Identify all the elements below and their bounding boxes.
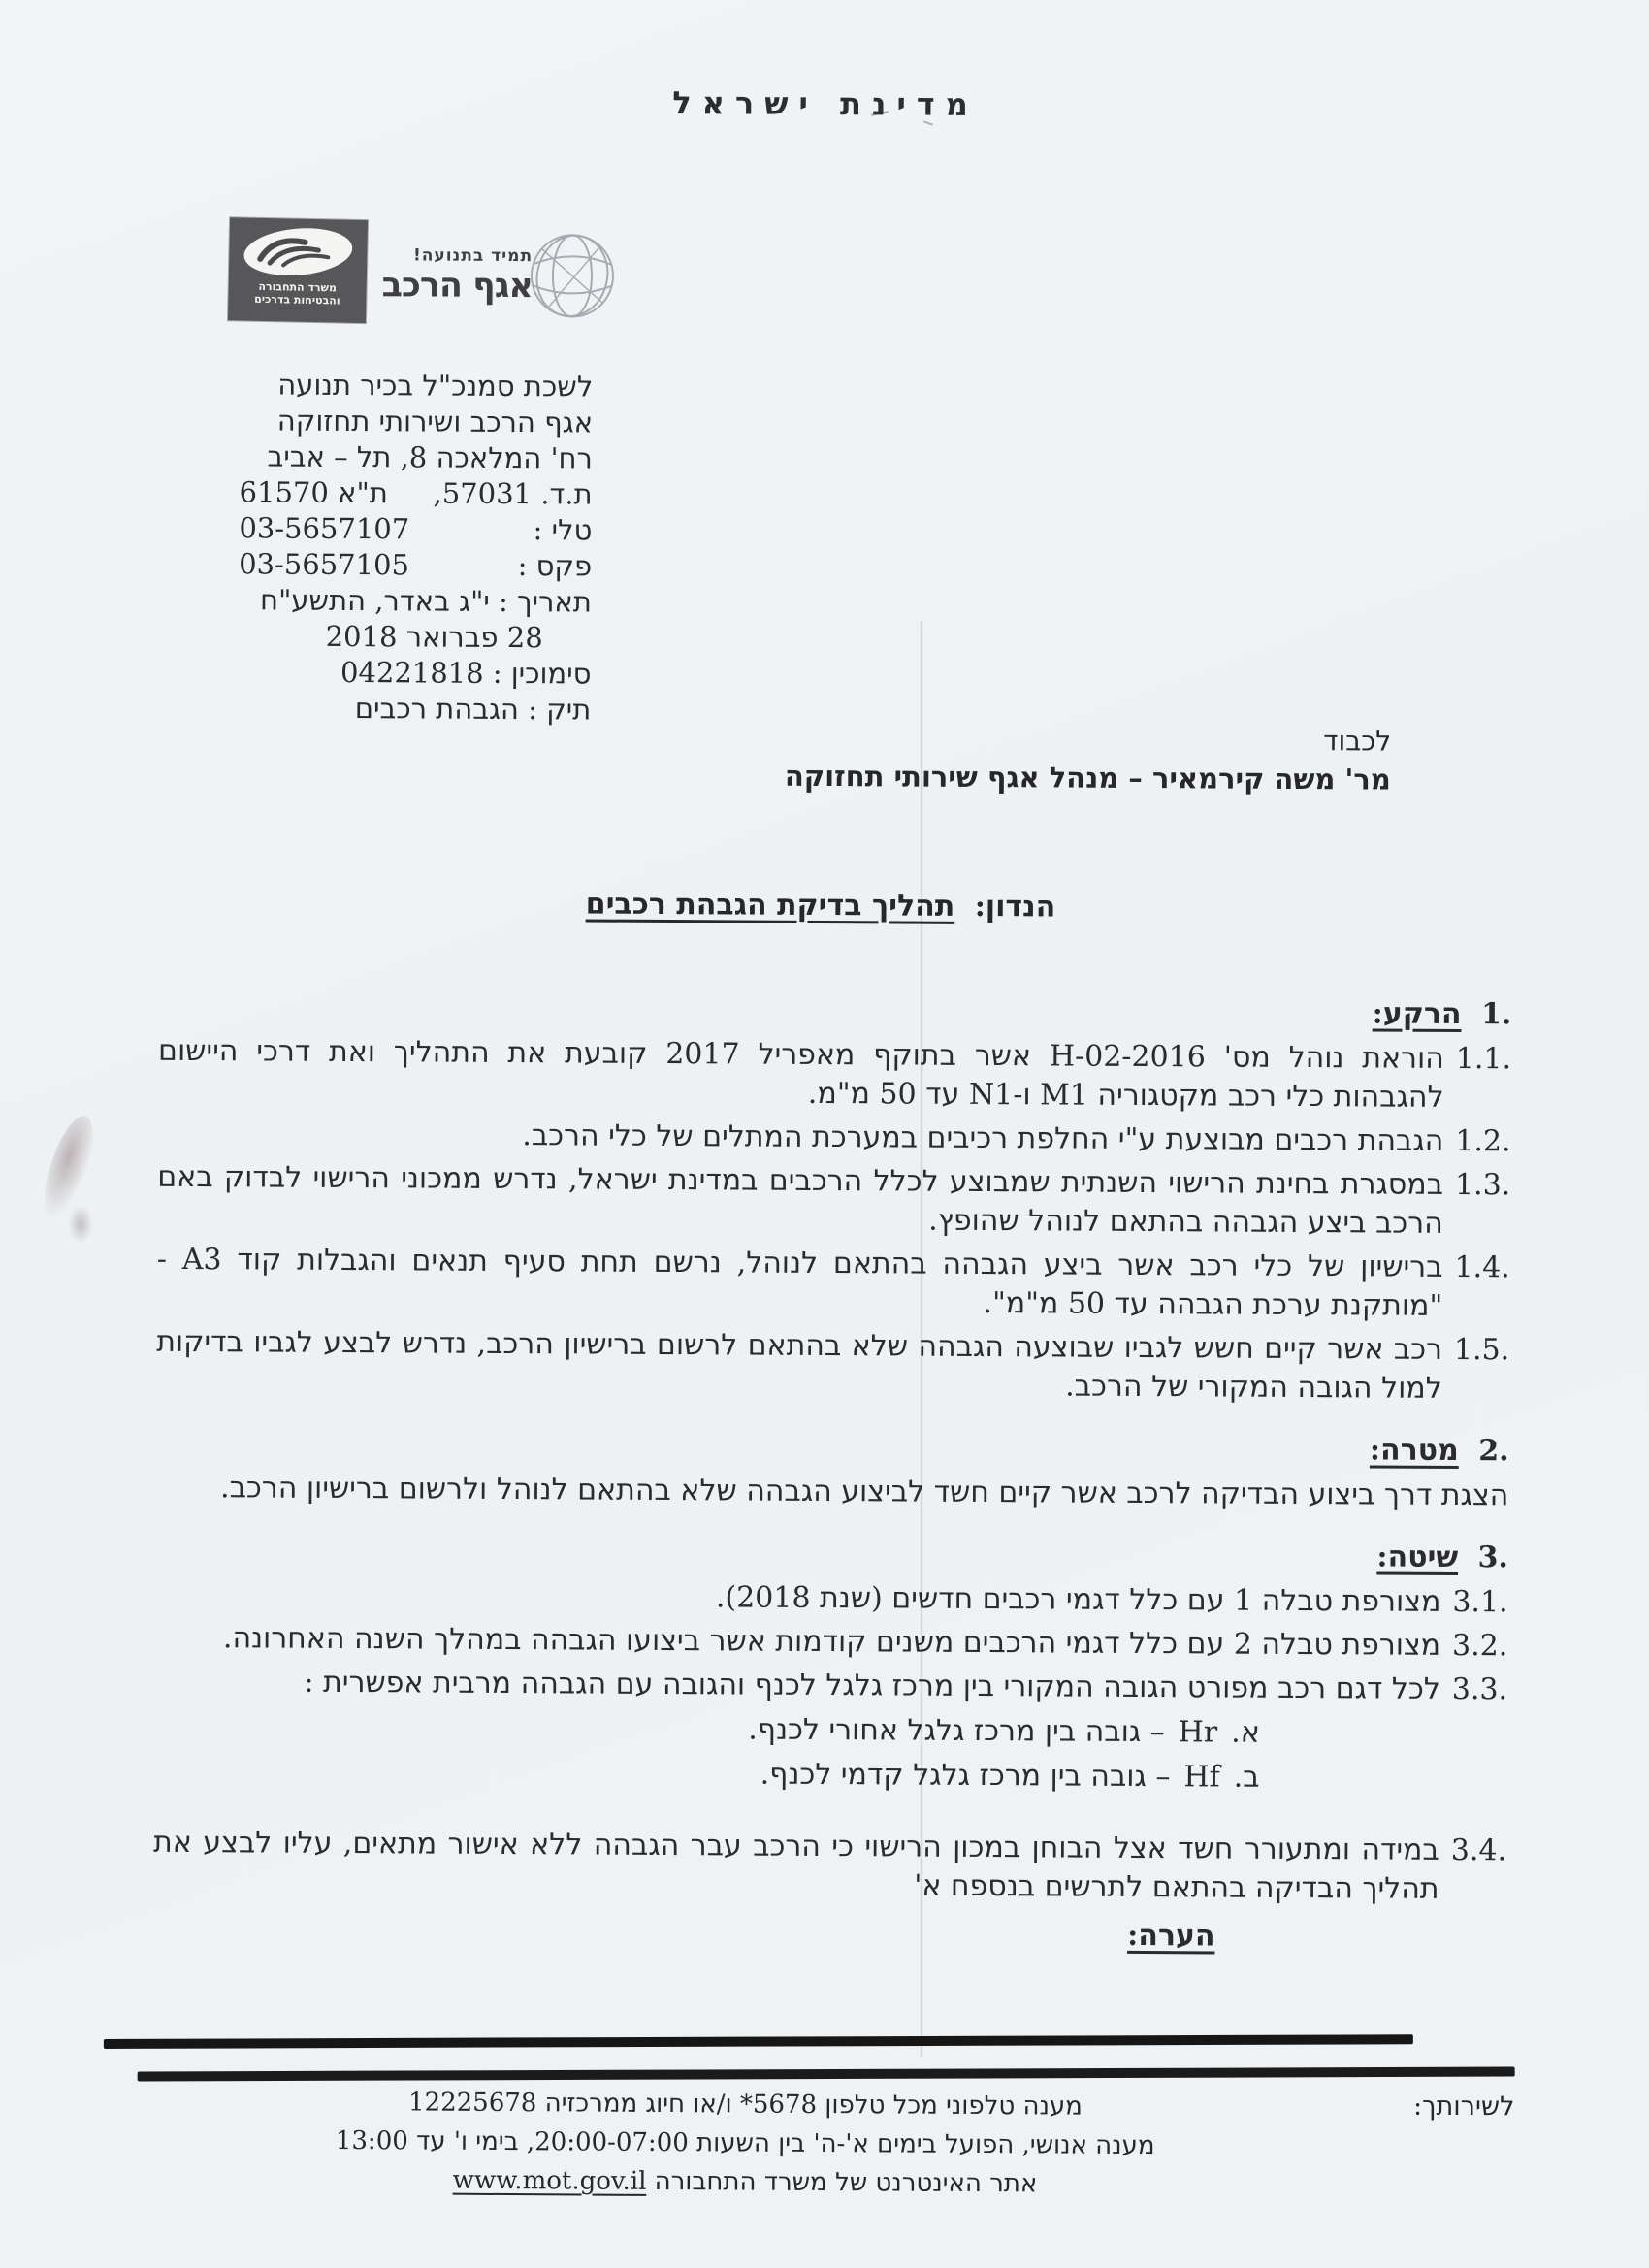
footer-service-label: לשירותך:: [1412, 2090, 1515, 2122]
footer-website-text: אתר האינטרנט של משרד התחבורה: [654, 2166, 1038, 2199]
list-item: [155, 1575, 1508, 1623]
ministry-name: [254, 280, 340, 308]
footer-rule-bottom: [138, 2067, 1515, 2082]
item-text: לכל דגם רכב מפורט הגובה המקורי בין מרכז גלגל לכנף והגובה עם הגבהה מרבית אפשרית :: [304, 1665, 1440, 1706]
sender-office-line: לשכת סמנכ"ל בכיר תנועה: [277, 368, 594, 404]
date-label: תאריך :: [498, 584, 593, 619]
footer-website-url: www.mot.gov.il: [452, 2165, 647, 2196]
list-item: [154, 1663, 1507, 1710]
division-logo: [377, 245, 533, 306]
recipient-salutation: לכבוד: [1323, 725, 1392, 758]
globe-icon: [512, 227, 630, 325]
footer-phone-line: מענה טלפוני מכל טלפון 5678* ו/או חיוג ממרכזיה 12225678: [407, 2088, 1083, 2122]
tel-value: 03-5657107: [239, 511, 410, 546]
sender-division-line: אגף הרכב ושירותי תחזוקה: [276, 404, 594, 439]
item-number: 3.3.: [1451, 1671, 1508, 1707]
footer-rule-top: [104, 2034, 1413, 2049]
sender-pob-line: [239, 474, 592, 512]
pob-value: ת"א 61570: [239, 475, 388, 510]
ref-label: סימוכין :: [492, 656, 592, 691]
subitem-letter: א.: [1231, 1715, 1260, 1750]
section-heading: [155, 1531, 1508, 1578]
section-number: 3.: [1477, 1540, 1509, 1575]
section-heading: [155, 1424, 1508, 1472]
sender-tel-line: [239, 510, 592, 548]
subitem-code: Hf: [1183, 1760, 1220, 1795]
ministry-name-line2: והבטיחות בדרכים: [254, 292, 340, 308]
sub-list-item: [153, 1752, 1259, 1798]
letter-body: [152, 988, 1511, 1982]
footer-contact-block: [187, 2082, 1304, 2205]
subject-text: תהליך בדיקת הגבהת רכבים: [585, 887, 955, 923]
section-title: שיטה:: [1376, 1539, 1459, 1574]
section-paragraph: הצגת דרך ביצוע הבדיקה לרכב אשר קיים חשד לביצוע הגבהה שלא בהתאם לנוהל ולרשום ברישיון הרכב.: [219, 1471, 1509, 1513]
subject-line: [1, 884, 1640, 927]
item-number: 1.3.: [1454, 1167, 1511, 1203]
list-item: [156, 1323, 1509, 1409]
recipient-name: מר' משה קירמאיר – מנהל אגף שירותי תחזוקה: [784, 759, 1391, 796]
logo-slogan: תמיד בתנועה!: [412, 245, 534, 267]
item-number: 1.1.: [1455, 1041, 1512, 1077]
list-item: [156, 1241, 1509, 1327]
division-name: אגף הרכב: [381, 266, 534, 307]
sender-ref-line: [238, 654, 591, 692]
list-item: [158, 1032, 1511, 1118]
subject-label: הנדון:: [974, 889, 1056, 924]
item-number: 3.2.: [1452, 1628, 1508, 1664]
item-text: במסגרת בחינת הרישוי השנתית שמבוצע לכלל הרכבים במדינת ישראל, נדרש ממכוני הרישוי לבדוק באם הרכב ביצע הגבהה בהתאם לנוהל שהופץ.: [157, 1159, 1444, 1241]
tel-label: טלי :: [533, 513, 593, 547]
item-text: ברישיון של כלי רכב אשר ביצע הגבהה בהתאם לנוהל, נרשם תחת סעיף תנאים והגבלות קוד A3 - "מותקנת ערכת הגבהה עד 50 מ"מ".: [156, 1242, 1443, 1323]
list-item: [157, 1115, 1510, 1162]
ref-value: 04221818: [340, 655, 484, 690]
page-title: מדינת ישראל: [672, 84, 979, 123]
file-value: הגבהת רכבים: [354, 692, 520, 727]
subitem-code: Hr: [1178, 1715, 1218, 1750]
section-title: הרקע:: [1372, 996, 1462, 1032]
list-item: [157, 1158, 1510, 1245]
ministry-logo-box: [228, 217, 368, 323]
item-number: 3.1.: [1452, 1584, 1508, 1620]
section-purpose: [155, 1424, 1508, 1516]
section-number: 2.: [1478, 1434, 1509, 1469]
list-item: [153, 1824, 1506, 1910]
fax-value: 03-5657105: [239, 547, 410, 582]
item-text: מצורפת טבלה 1 עם כלל דגמי רכבים חדשים (שנת 2018).: [715, 1580, 1441, 1619]
item-text: במידה ומתעורר חשד אצל הבוחן במכון הרישוי כי הרכב עבר הגבהה ללא אישור מתאים, עליו לבצע את תהליך הבדיקה בהתאם לתרשים בנספח א': [152, 1825, 1439, 1906]
item-number: 1.4.: [1454, 1249, 1510, 1285]
subitem-text: – גובה בין מרכז גלגל קדמי לכנף.: [760, 1757, 1171, 1795]
footer-website-line: [187, 2159, 1303, 2205]
item-text: מצורפת טבלה 2 עם כלל דגמי הרכבים משנים קודמות אשר ביצועו הגבהה במהלך השנה האחרונה.: [222, 1621, 1441, 1663]
item-number: 3.4.: [1450, 1832, 1507, 1868]
pob-label: ת.ד. 57031,: [433, 476, 593, 511]
subitem-text: – גובה בין מרכז גלגל אחורי לכנף.: [748, 1712, 1165, 1750]
ministry-swoosh-icon: [241, 225, 356, 277]
sub-list-item: [154, 1707, 1260, 1753]
item-number: 1.5.: [1453, 1332, 1510, 1368]
section-title: מטרה:: [1369, 1433, 1459, 1469]
footer-hours-line: מענה אנושי, הפועל בימים א'-ה' בין השעות 20:00-07:00, בימי ו' עד 13:00: [335, 2125, 1155, 2161]
subitem-letter: ב.: [1233, 1760, 1260, 1795]
item-text: הוראת נוהל מס' H-02-2016 אשר בתוקף מאפריל 2017 קובעת את התהליך ואת דרכי היישום להגבהות כלי רכב מקטגוריה M1 ו-N1 עד 50 מ"מ.: [157, 1033, 1444, 1115]
recipient-block: [785, 722, 1391, 796]
section-method: [152, 1531, 1508, 1959]
ministry-name-line1: משרד התחבורה: [258, 279, 338, 295]
note-heading: הערה:: [1127, 1918, 1215, 1954]
sender-block: [238, 367, 593, 728]
sender-fax-line: [239, 546, 592, 584]
section-number: 1.: [1480, 997, 1512, 1032]
sender-date-gregorian: 28 פברואר 2018: [325, 619, 543, 655]
section-heading: [158, 988, 1511, 1035]
list-item: [154, 1619, 1507, 1667]
sender-date-line: [239, 582, 592, 620]
item-text: הגבהת רכבים מבוצעת ע"י החלפת רכיבים במערכת המתלים של כלי הרכב.: [522, 1118, 1444, 1158]
section-background: [156, 988, 1512, 1409]
fax-label: פקס :: [517, 549, 593, 583]
sender-address-line: רח' המלאכה 8, תל – אביב: [267, 439, 593, 475]
sender-file-line: [238, 690, 591, 728]
item-number: 1.2.: [1455, 1123, 1511, 1159]
date-hebrew-value: י"ג באדר, התשע"ח: [259, 583, 490, 618]
item-text: רכב אשר קיים חשש לגביו שבוצעה הגבהה שלא בהתאם לרשום ברישיון הרכב, נדרש לבצע לגביו בדיקות למול הגובה המקורי של הרכב.: [156, 1324, 1443, 1406]
file-label: תיק :: [528, 693, 592, 727]
